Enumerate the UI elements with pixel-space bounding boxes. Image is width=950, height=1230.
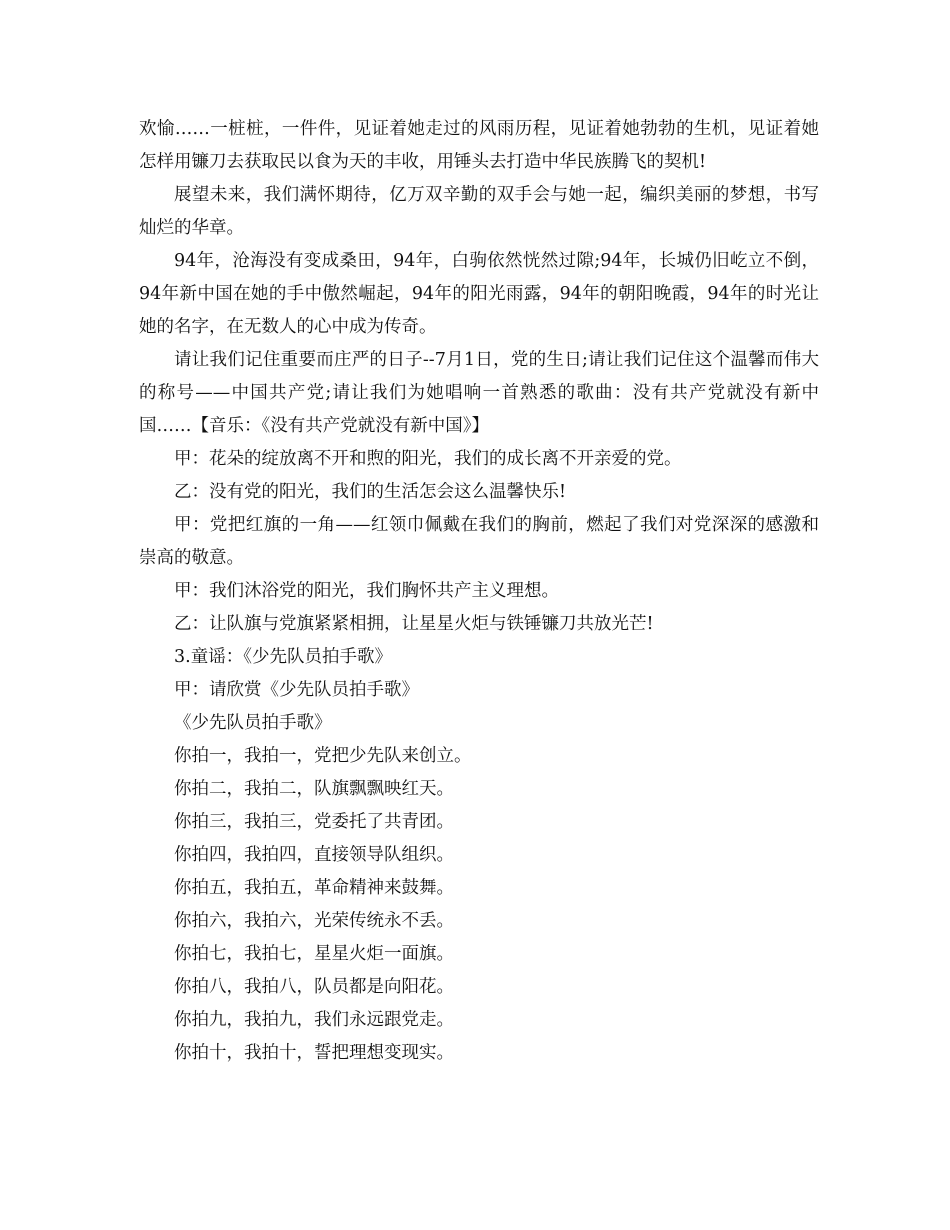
song-verse-1: 你拍一，我拍一，党把少先队来创立。 xyxy=(174,746,472,766)
section-heading: 3.童谣：《少先队员拍手歌》 xyxy=(174,647,392,667)
song-verse-7: 你拍七，我拍七，星星火炬一面旗。 xyxy=(174,944,454,964)
dialogue-line-4: 甲：我们沐浴党的阳光，我们胸怀共产主义理想。 xyxy=(174,581,559,601)
song-title: 《少先队员拍手歌》 xyxy=(174,713,332,733)
paragraph-4: 请让我们记住重要而庄严的日子--7月1日，党的生日;请让我们记住这个温馨而伟大的称号——中国共产党;请让我们为她唱响一首熟悉的歌曲：没有共产党就没有新中国……【音乐：《没有共产党就没有新中国》】 xyxy=(139,350,819,436)
dialogue-line-6: 甲：请欣赏《少先队员拍手歌》 xyxy=(174,680,419,700)
song-verse-9: 你拍九，我拍九，我们永远跟党走。 xyxy=(174,1010,454,1030)
dialogue-line-1: 甲：花朵的绽放离不开和煦的阳光，我们的成长离不开亲爱的党。 xyxy=(174,449,682,469)
song-verse-10: 你拍十，我拍十，誓把理想变现实。 xyxy=(174,1043,454,1063)
song-verse-4: 你拍四，我拍四，直接领导队组织。 xyxy=(174,845,454,865)
paragraph-2: 展望未来，我们满怀期待，亿万双辛勤的双手会与她一起，编织美丽的梦想，书写灿烂的华章。 xyxy=(139,185,819,238)
document-body xyxy=(139,113,819,1070)
song-verse-5: 你拍五，我拍五，革命精神来鼓舞。 xyxy=(174,878,454,898)
dialogue-line-3: 甲：党把红旗的一角——红领巾佩戴在我们的胸前，燃起了我们对党深深的感激和崇高的敬意。 xyxy=(139,515,819,568)
song-verse-2: 你拍二，我拍二，队旗飘飘映红天。 xyxy=(174,779,454,799)
paragraph-3: 94年，沧海没有变成桑田，94年，白驹依然恍然过隙;94年，长城仍旧屹立不倒，94年新中国在她的手中傲然崛起，94年的阳光雨露，94年的朝阳晚霞，94年的时光让她的名字，在无数人的心中成为传奇。 xyxy=(139,251,819,337)
song-verse-3: 你拍三，我拍三，党委托了共青团。 xyxy=(174,812,454,832)
dialogue-line-5: 乙：让队旗与党旗紧紧相拥，让星星火炬与铁锤镰刀共放光芒! xyxy=(174,614,654,634)
dialogue-line-2: 乙：没有党的阳光，我们的生活怎会这么温馨快乐! xyxy=(174,482,567,502)
song-verse-8: 你拍八，我拍八，队员都是向阳花。 xyxy=(174,977,454,997)
paragraph-1: 欢愉……一桩桩，一件件，见证着她走过的风雨历程，见证着她勃勃的生机，见证着她怎样用镰刀去获取民以食为天的丰收，用锤头去打造中华民族腾飞的契机! xyxy=(139,119,819,172)
song-verse-6: 你拍六，我拍六，光荣传统永不丢。 xyxy=(174,911,454,931)
